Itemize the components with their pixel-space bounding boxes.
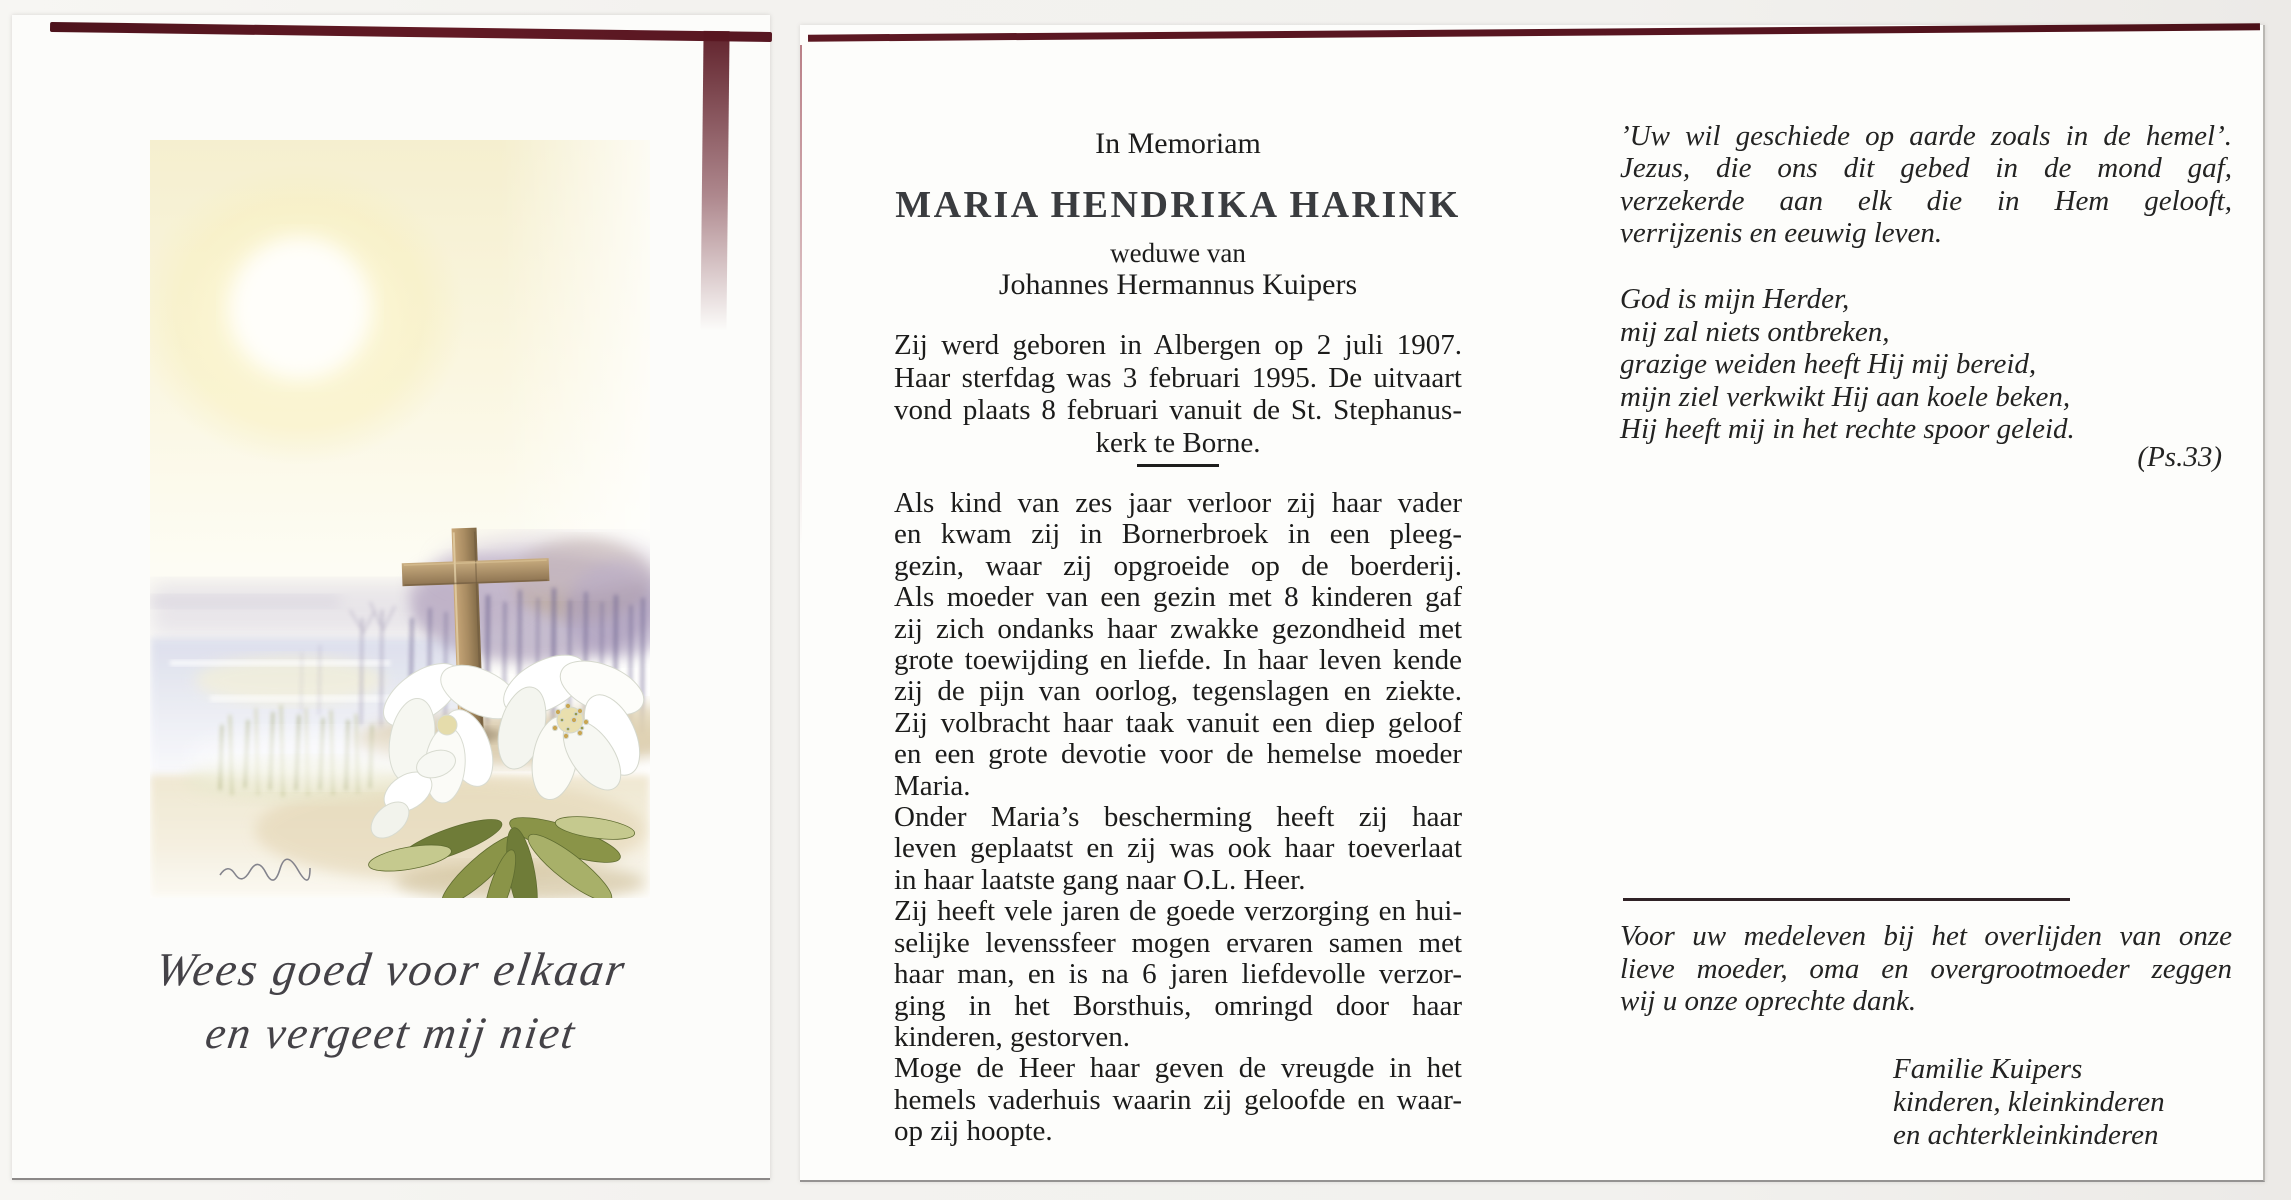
- card-fold-crease: [800, 45, 802, 545]
- text-line: in haar laatste gang naar O.L. Heer.: [894, 863, 1306, 896]
- text-line: Onder Maria’s bescherming heeft zij haar: [894, 801, 1462, 834]
- memorial-painting: [150, 140, 650, 898]
- text-line: lieve moeder, oma en overgrootmoeder zeggen: [1620, 952, 2232, 985]
- deceased-name: MARIA HENDRIKA HARINK: [895, 184, 1461, 226]
- card-maroon-side-edge: [700, 31, 729, 331]
- text-line: verzekerde aan elk die in Hem gelooft,: [1620, 184, 2232, 217]
- psalm-paragraph: [1620, 283, 2232, 446]
- sun-glow: [150, 165, 465, 465]
- text-line: op zij hoopte.: [894, 1115, 1053, 1148]
- life-story-paragraph: [894, 488, 1462, 1148]
- text-line: zij de pijn van oorlog, tegenslagen en ziekte.: [894, 675, 1462, 708]
- spouse-name: Johannes Hermannus Kuipers: [998, 268, 1358, 301]
- text-line: Moge de Heer haar geven de vreugde in het: [894, 1052, 1462, 1085]
- text-line: Zij heeft vele jaren de goede verzorging en hui-: [894, 895, 1462, 928]
- text-line: Voor uw medeleven bij het overlijden van onze: [1620, 920, 2232, 952]
- in-memoriam-heading: In Memoriam: [1095, 127, 1261, 160]
- acknowledgement-paragraph: [1620, 920, 2232, 1018]
- text-line: Jezus, die ons dit gebed in de mond gaf,: [1620, 152, 2232, 185]
- text-line: grote toewijding en liefde. In haar leven kende: [894, 644, 1462, 677]
- text-line: Hij heeft mij in het rechte spoor geleid.: [1620, 413, 2075, 446]
- text-line: zij zich ondanks haar zwakke gezondheid met: [894, 612, 1462, 645]
- text-line: Zij volbracht haar taak vanuit een diep geloof: [894, 706, 1462, 739]
- card-quote-line: en vergeet mij niet: [202, 1008, 580, 1058]
- text-line: Haar sterfdag was 3 februari 1995. De uitvaart: [894, 361, 1462, 394]
- text-line: haar man, en is na 6 jaren liefdevolle verzor-: [894, 958, 1462, 991]
- text-line: en een grote devotie voor de hemelse moeder: [894, 738, 1462, 771]
- relation-label: weduwe van: [1110, 238, 1246, 268]
- section-divider-rule: [1137, 464, 1219, 467]
- text-line: Als kind van zes jaar verloor zij haar vader: [894, 487, 1462, 519]
- text-line: kerk te Borne.: [1095, 426, 1261, 459]
- text-line: mij zal niets ontbreken,: [1620, 315, 1890, 348]
- text-line: verrijzenis en eeuwig leven.: [1620, 217, 1943, 250]
- card-inner-spread: [800, 25, 2265, 1182]
- text-line: mijn ziel verkwikt Hij aan koele beken,: [1620, 380, 2071, 413]
- text-line: leven geplaatst en zij was ook haar toeverlaat: [894, 832, 1462, 865]
- text-line: kinderen, kleinkinderen: [1893, 1085, 2165, 1118]
- text-line: God is mijn Herder,: [1620, 283, 1850, 315]
- text-line: vond plaats 8 februari vanuit de St. Stephanus-: [894, 394, 1462, 426]
- text-line: Zij werd geboren in Albergen op 2 juli 1907.: [894, 329, 1462, 361]
- text-line: ging in het Borsthuis, omringd door haar: [894, 989, 1462, 1022]
- prayer-column: [1620, 25, 2232, 1180]
- card-quote-line: Wees goed voor elkaar: [152, 944, 630, 996]
- text-line: Als moeder van een gezin met 8 kinderen gaf: [894, 581, 1462, 614]
- text-line: grazige weiden heeft Hij mij bereid,: [1620, 348, 2037, 381]
- gospel-quote-paragraph: [1620, 120, 2232, 250]
- thanks-divider-rule: [1623, 898, 2070, 901]
- birth-death-paragraph: [894, 329, 1462, 459]
- text-line: en achterkleinkinderen: [1893, 1118, 2159, 1151]
- card-maroon-top-edge: [50, 22, 772, 42]
- text-line: Maria.: [894, 769, 971, 802]
- text-line: hemels vaderhuis waarin zij geloofde en waar-: [894, 1083, 1462, 1116]
- text-line: gezin, waar zij opgroeide op de boerderij.: [894, 549, 1462, 582]
- text-line: wij u onze oprechte dank.: [1620, 985, 1917, 1017]
- psalm-reference: (Ps.33): [2137, 441, 2222, 473]
- card-front: [12, 15, 770, 1180]
- text-line: selijke levenssfeer mogen ervaren samen met: [894, 926, 1462, 959]
- text-line: Familie Kuipers: [1893, 1053, 2083, 1085]
- family-signature-block: [1893, 1053, 2232, 1151]
- text-line: en kwam zij in Bornerbroek in een pleeg-: [894, 518, 1462, 551]
- memoriam-column: [894, 25, 1462, 1180]
- text-line: ’Uw wil geschiede op aarde zoals in de hemel’.: [1620, 120, 2232, 152]
- text-line: kinderen, gestorven.: [894, 1020, 1130, 1053]
